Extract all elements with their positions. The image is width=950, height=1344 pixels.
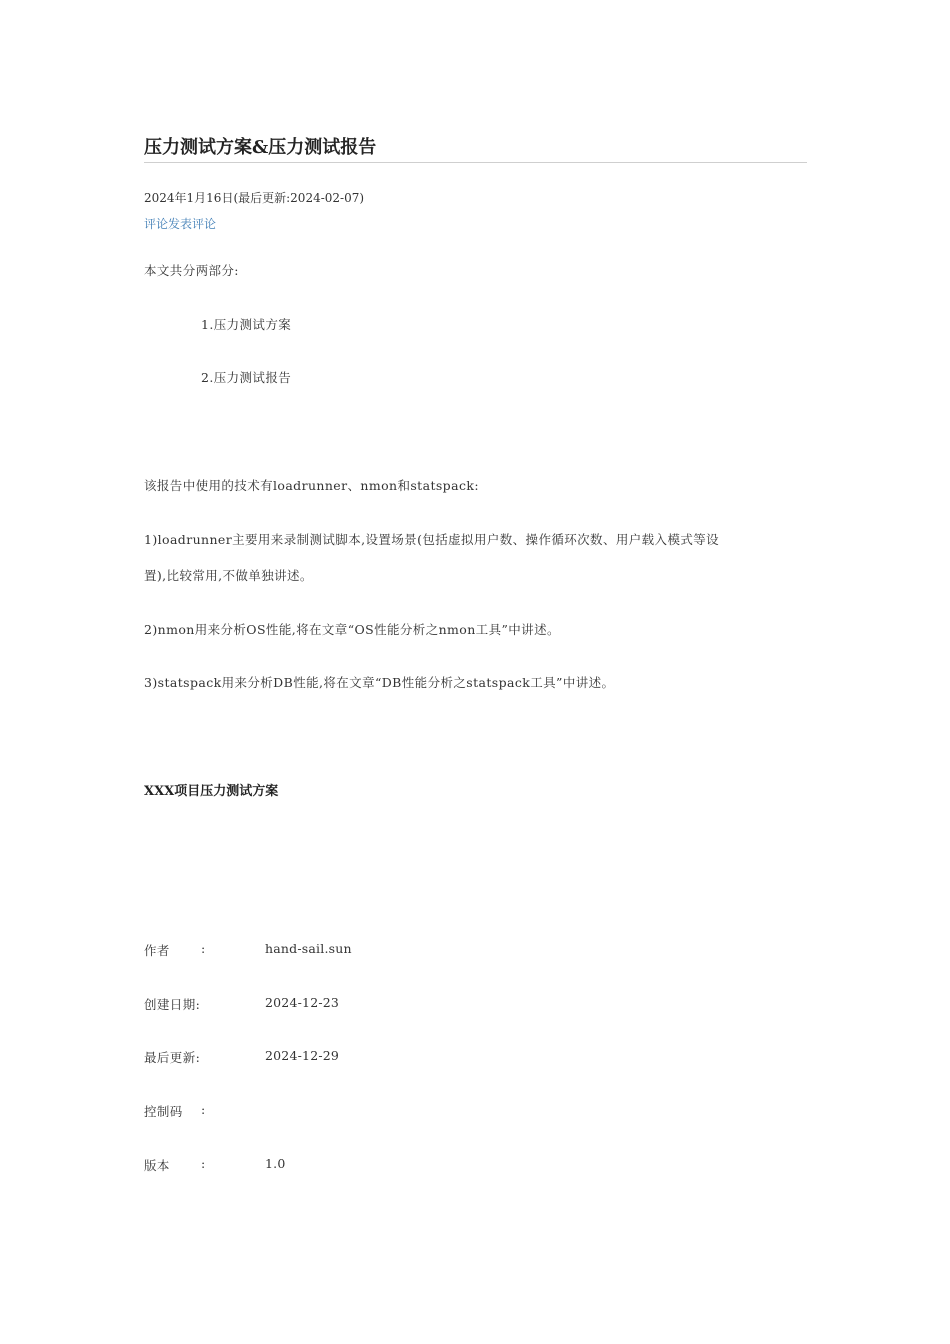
part-item-2: 2.压力测试报告 [201,370,292,385]
meta-label-updated: 最后更新: [144,1050,201,1065]
part-item-1: 1.压力测试方案 [201,317,292,332]
meta-label-created: 创建日期: [144,997,201,1012]
comment-links [144,213,216,232]
meta-colon-author: : [201,941,206,956]
meta-colon-version: : [201,1156,206,1171]
meta-label-author: 作者 [144,943,170,958]
meta-value-author: hand-sail.sun [265,941,352,956]
article-date: 2024年1月16日(最后更新:2024-02-07) [144,191,365,205]
post-comment-link[interactable]: 发表评论 [168,217,217,231]
article-title: 压力测试方案&压力测试报告 [144,136,807,163]
meta-value-updated: 2024-12-29 [265,1048,340,1063]
tech-item-2: 2)nmon用来分析OS性能,将在文章“OS性能分析之nmon工具”中讲述。 [144,622,560,637]
meta-label-version: 版本 [144,1158,170,1173]
intro-text: 本文共分两部分: [144,263,239,278]
meta-value-version: 1.0 [265,1156,286,1171]
section-title: XXX项目压力测试方案 [144,784,279,799]
tech-item-1-cont: 置),比较常用,不做单独讲述。 [144,568,313,583]
meta-colon-control: : [201,1102,206,1117]
meta-label-control: 控制码 [144,1104,183,1119]
meta-value-created: 2024-12-23 [265,995,340,1010]
comments-link[interactable]: 评论 [144,217,169,231]
tech-item-3: 3)statspack用来分析DB性能,将在文章“DB性能分析之statspack工具”中讲述。 [144,675,615,690]
tech-intro: 该报告中使用的技术有loadrunner、nmon和statspack: [144,478,479,493]
tech-item-1: 1)loadrunner主要用来录制测试脚本,设置场景(包括虚拟用户数、操作循环次数、用户载入模式等设 [144,532,720,547]
